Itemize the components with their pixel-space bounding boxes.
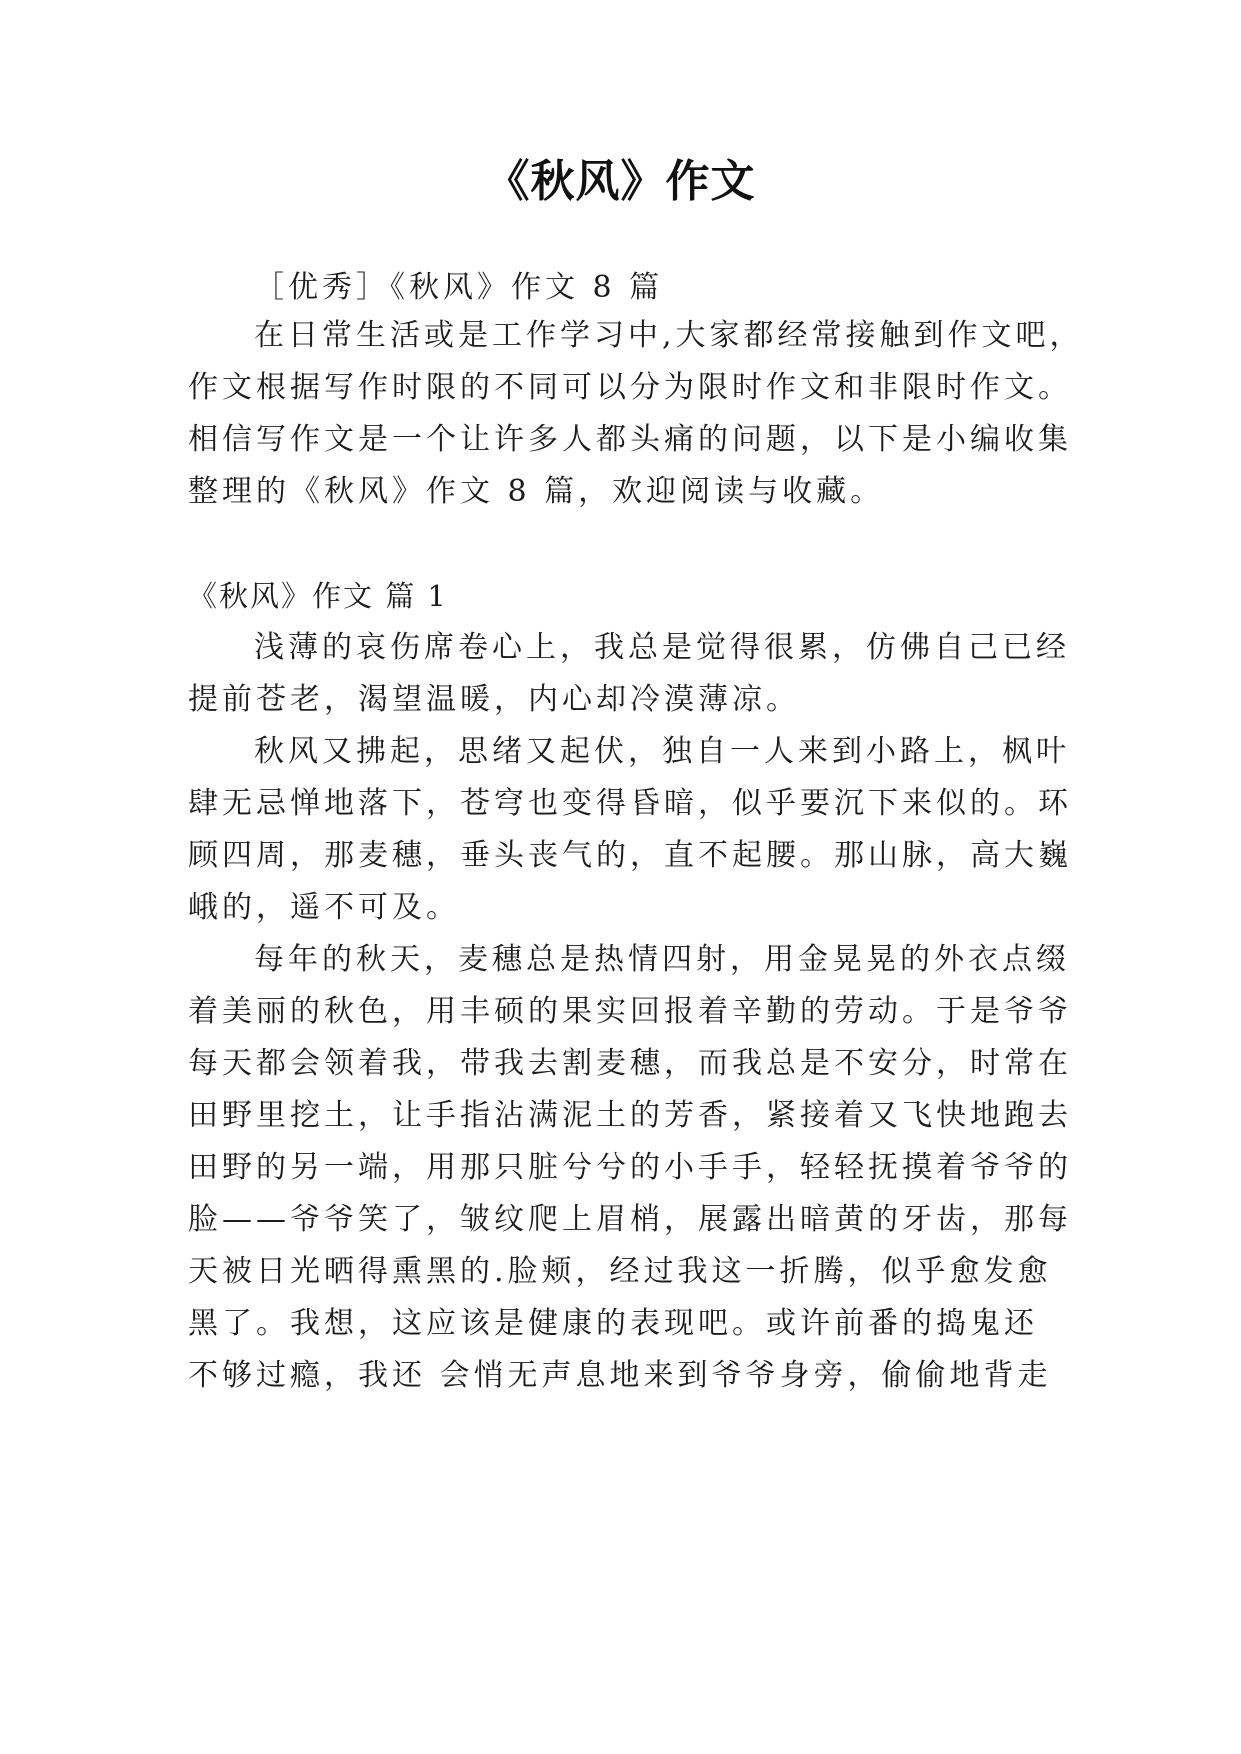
intro-line: 相信写作文是一个让许多人都头痛的问题，以下是小编收集: [188, 422, 1072, 457]
body-line: 浅薄的哀伤席卷心上，我总是觉得很累，仿佛自己已经: [254, 630, 1070, 665]
body-line: 秋风又拂起，思绪又起伏，独自一人来到小路上，枫叶: [254, 734, 1070, 769]
body-line: 顾四周，那麦穗，垂头丧气的，直不起腰。那山脉，高大巍: [188, 838, 1072, 873]
body-line: 肆无忌惮地落下，苍穹也变得昏暗，似乎要沉下来似的。环: [188, 786, 1072, 821]
body-line: 峨的，遥不可及。: [188, 890, 460, 925]
body-line: 田野里挖土，让手指沾满泥土的芳香，紧接着又飞快地跑去: [188, 1098, 1072, 1133]
intro-line-subtitle: ［优秀］《秋风》作文 8 篇: [254, 270, 664, 305]
section-heading: 《秋风》作文 篇 1: [188, 579, 448, 613]
body-line: 天被日光晒得熏黑的.脸颊，经过我这一折腾，似乎愈发愈: [188, 1254, 1052, 1289]
body-line: 脸——爷爷笑了，皱纹爬上眉梢，展露出暗黄的牙齿，那每: [188, 1202, 1072, 1237]
body-line: 着美丽的秋色，用丰硕的果实回报着辛勤的劳动。于是爷爷: [188, 994, 1072, 1029]
intro-line: 在日常生活或是工作学习中,大家都经常接触到作文吧，: [254, 318, 1084, 353]
body-line: 黑了。我想，这应该是健康的表现吧。或许前番的捣鬼还: [188, 1306, 1038, 1341]
body-line: 提前苍老，渴望温暖，内心却冷漠薄凉。: [188, 682, 800, 717]
document-title: 《秋风》作文: [485, 156, 756, 207]
body-line: 不够过瘾，我还 会悄无声息地来到爷爷身旁，偷偷地背走: [188, 1358, 1052, 1393]
body-line: 每年的秋天，麦穗总是热情四射，用金晃晃的外衣点缀: [254, 942, 1070, 977]
body-line: 每天都会领着我，带我去割麦穗，而我总是不安分，时常在: [188, 1046, 1072, 1081]
body-line: 田野的另一端，用那只脏兮兮的小手手，轻轻抚摸着爷爷的: [188, 1150, 1072, 1185]
intro-line: 作文根据写作时限的不同可以分为限时作文和非限时作文。: [188, 370, 1072, 405]
intro-line: 整理的《秋风》作文 8 篇，欢迎阅读与收藏。: [188, 474, 885, 509]
